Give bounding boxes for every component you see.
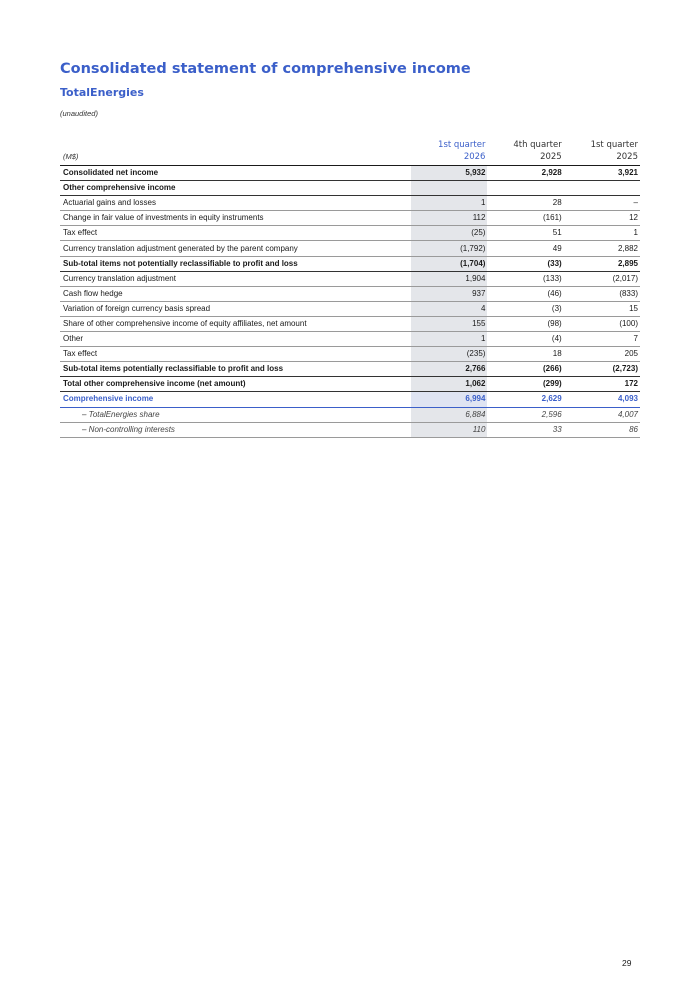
row-label: Consolidated net income (60, 166, 411, 181)
cell-q1-2026: (235) (411, 347, 487, 362)
table-row (60, 226, 640, 241)
row-label: Currency translation adjustment generated by the parent company (60, 241, 411, 256)
cell-q4-2025: (161) (487, 211, 563, 226)
column-header-q1-2026-line2: 2026 (411, 151, 487, 166)
cell-q1-2026: (1,792) (411, 241, 487, 256)
cell-q1-2026: 1,062 (411, 377, 487, 392)
cell-q4-2025: (4) (487, 332, 563, 347)
cell-q1-2025: 4,093 (564, 392, 640, 407)
cell-q1-2025: 1 (564, 226, 640, 241)
column-header-q4-2025-line1: 4th quarter (513, 140, 562, 150)
page-title: Consolidated statement of comprehensive income (60, 61, 471, 77)
cell-q1-2025: – (564, 196, 640, 211)
cell-q4-2025: (299) (487, 377, 563, 392)
cell-q1-2025: 3,921 (564, 166, 640, 181)
table-row (60, 256, 640, 271)
cell-q1-2026: 6,884 (411, 407, 487, 422)
row-label: Cash flow hedge (60, 286, 411, 301)
row-label: Currency translation adjustment (60, 271, 411, 286)
column-header-q1-2025-line2: 2025 (564, 151, 640, 166)
cell-q1-2026: (25) (411, 226, 487, 241)
cell-q1-2026: 1,904 (411, 271, 487, 286)
cell-q4-2025: (266) (487, 362, 563, 377)
cell-q1-2025: 2,882 (564, 241, 640, 256)
table-row (60, 407, 640, 422)
table-row (60, 316, 640, 331)
row-label: Tax effect (60, 226, 411, 241)
cell-q1-2025: 7 (564, 332, 640, 347)
comprehensive-income-table (60, 139, 640, 438)
cell-q1-2026: 5,932 (411, 166, 487, 181)
row-label: Change in fair value of investments in equity instruments (60, 211, 411, 226)
cell-q4-2025: (98) (487, 316, 563, 331)
cell-q4-2025 (487, 181, 563, 196)
row-label: Sub-total items potentially reclassifiable to profit and loss (60, 362, 411, 377)
page-number: 29 (622, 958, 632, 968)
row-label: Tax effect (60, 347, 411, 362)
cell-q1-2026: 155 (411, 316, 487, 331)
cell-q1-2025: (100) (564, 316, 640, 331)
table-row (60, 392, 640, 407)
cell-q1-2026: 112 (411, 211, 487, 226)
table-row (60, 347, 640, 362)
cell-q1-2026: 4 (411, 301, 487, 316)
cell-q1-2025: 15 (564, 301, 640, 316)
table-row (60, 362, 640, 377)
column-header-q1-2025-line1: 1st quarter (590, 140, 638, 150)
cell-q1-2025: 12 (564, 211, 640, 226)
cell-q4-2025: (33) (487, 256, 563, 271)
cell-q4-2025: (46) (487, 286, 563, 301)
row-label: Comprehensive income (60, 392, 411, 407)
cell-q1-2026: 2,766 (411, 362, 487, 377)
table-row (60, 181, 640, 196)
row-label: Sub-total items not potentially reclassifiable to profit and loss (60, 256, 411, 271)
table-row (60, 241, 640, 256)
cell-q4-2025: 49 (487, 241, 563, 256)
cell-q4-2025: 2,629 (487, 392, 563, 407)
table-row (60, 377, 640, 392)
cell-q4-2025: 51 (487, 226, 563, 241)
table-row (60, 271, 640, 286)
cell-q1-2025: 205 (564, 347, 640, 362)
cell-q1-2026: 937 (411, 286, 487, 301)
unaudited-note: (unaudited) (60, 109, 98, 118)
cell-q1-2025: (2,723) (564, 362, 640, 377)
row-label: Other (60, 332, 411, 347)
cell-q4-2025: (3) (487, 301, 563, 316)
company-name: TotalEnergies (60, 86, 144, 99)
cell-q1-2026: 6,994 (411, 392, 487, 407)
cell-q1-2025: 4,007 (564, 407, 640, 422)
cell-q4-2025: (133) (487, 271, 563, 286)
cell-q1-2026: 110 (411, 422, 487, 437)
cell-q4-2025: 18 (487, 347, 563, 362)
cell-q4-2025: 2,596 (487, 407, 563, 422)
cell-q1-2026 (411, 181, 487, 196)
cell-q1-2026: 1 (411, 196, 487, 211)
table-row (60, 166, 640, 181)
row-label: – TotalEnergies share (60, 407, 411, 422)
cell-q1-2026: 1 (411, 332, 487, 347)
row-label: Other comprehensive income (60, 181, 411, 196)
table-row (60, 211, 640, 226)
row-label: Variation of foreign currency basis spread (60, 301, 411, 316)
cell-q1-2026: (1,704) (411, 256, 487, 271)
cell-q1-2025 (564, 181, 640, 196)
row-label: Actuarial gains and losses (60, 196, 411, 211)
table-row (60, 286, 640, 301)
cell-q1-2025: 172 (564, 377, 640, 392)
cell-q4-2025: 28 (487, 196, 563, 211)
table-row (60, 422, 640, 437)
header-spacer (60, 139, 411, 151)
column-header-q4-2025-line2: 2025 (487, 151, 563, 166)
row-label: Share of other comprehensive income of equity affiliates, net amount (60, 316, 411, 331)
cell-q1-2025: (833) (564, 286, 640, 301)
column-header-q1-2026-line1: 1st quarter (438, 140, 486, 150)
table-row (60, 196, 640, 211)
cell-q4-2025: 2,928 (487, 166, 563, 181)
table-row (60, 301, 640, 316)
unit-label: (M$) (60, 151, 411, 166)
cell-q1-2025: 2,895 (564, 256, 640, 271)
cell-q1-2025: (2,017) (564, 271, 640, 286)
row-label: Total other comprehensive income (net amount) (60, 377, 411, 392)
table-row (60, 332, 640, 347)
cell-q1-2025: 86 (564, 422, 640, 437)
cell-q4-2025: 33 (487, 422, 563, 437)
row-label: – Non-controlling interests (60, 422, 411, 437)
